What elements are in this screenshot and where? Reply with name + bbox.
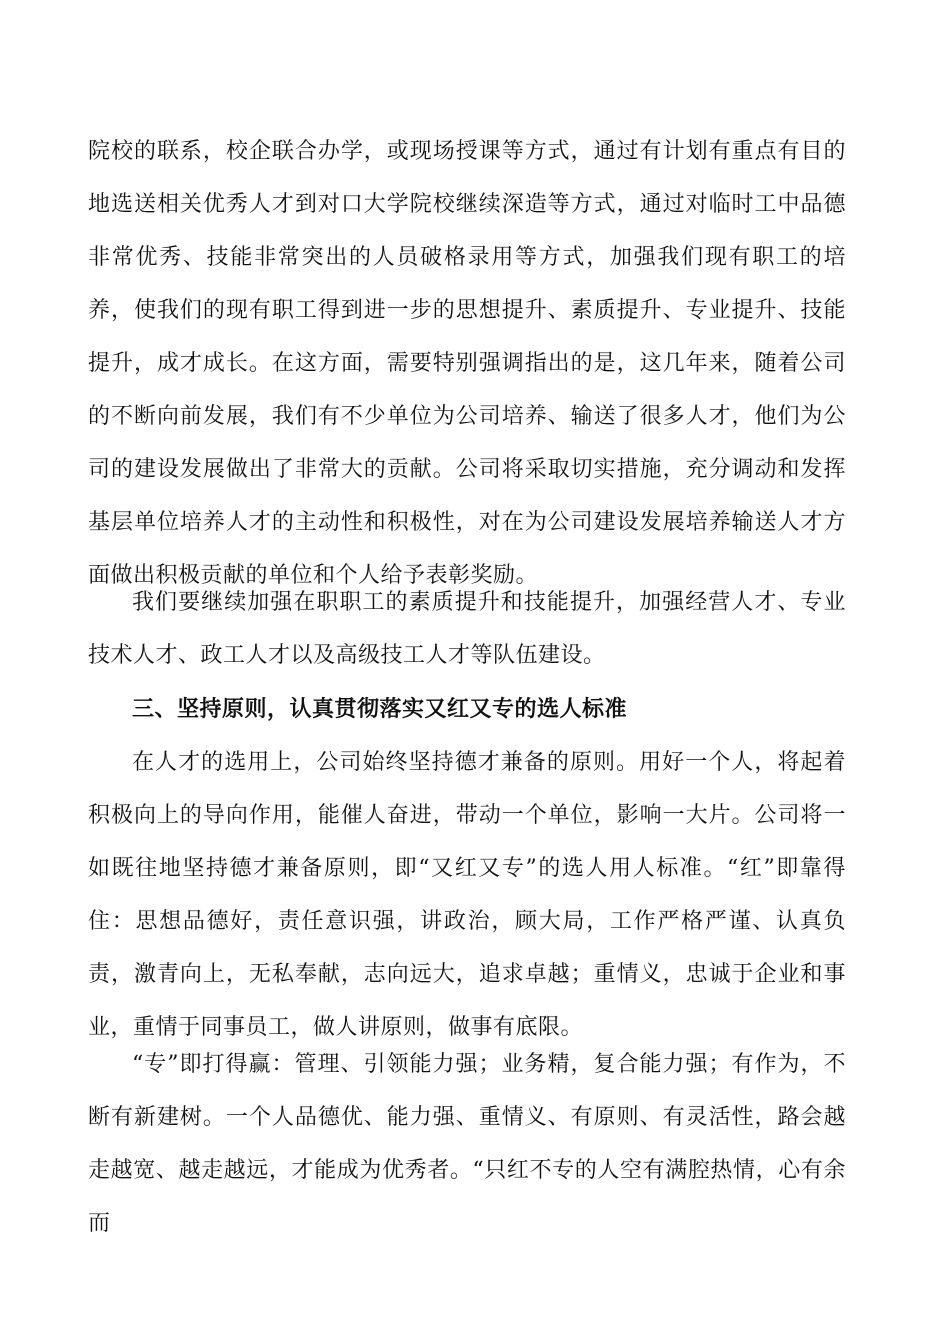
body-paragraph-4: “专”即打得赢：管理、引领能力强；业务精，复合能力强；有作为，不断有新建树。一个人品德优、能力强、重情义、有原则、有灵活性，路会越走越宽、越走越远，才能成为优秀者。“只红不专的人空有满腔热情，心有余而 — [88, 1052, 846, 1236]
body-paragraph-2: 我们要继续加强在职职工的素质提升和技能提升，加强经营人才、专业技术人才、政工人才以及高级技工人才等队伍建设。 — [88, 590, 846, 668]
body-paragraph-3: 在人才的选用上，公司始终坚持德才兼备的原则。用好一个人，将起着积极向上的导向作用，能催人奋进，带动一个单位，影响一大片。公司将一如既往地坚持德才兼备原则，即“又红又专”的选人用人标准。“红”即靠得住：思想品德好，责任意识强，讲政治，顾大局，工作严格严谨、认真负责，激青向上，无私奉献，志向远大，追求卓越；重情义，忠诚于企业和事业，重情于同事员工，做人讲原则，做事有底限。 — [88, 750, 846, 1040]
body-paragraph-1: 院校的联系，校企联合办学，或现场授课等方式，通过有计划有重点有目的地选送相关优秀人才到对口大学院校继续深造等方式，通过对临时工中品德非常优秀、技能非常突出的人员破格录用等方式，加强我们现有职工的培养，使我们的现有职工得到进一步的思想提升、素质提升、专业提升、技能提升，成才成长。在这方面，需要特别强调指出的是，这几年来，随着公司的不断向前发展，我们有不少单位为公司培养、输送了很多人才，他们为公司的建设发展做出了非常大的贡献。公司将采取切实措施，充分调动和发挥基层单位培养人才的主动性和积极性，对在为公司建设发展培养输送人才方面做出积极贡献的单位和个人给予表彰奖励。 — [88, 139, 846, 588]
section-heading: 三、坚持原则，认真贯彻落实又红又专的选人标准 — [132, 697, 628, 722]
